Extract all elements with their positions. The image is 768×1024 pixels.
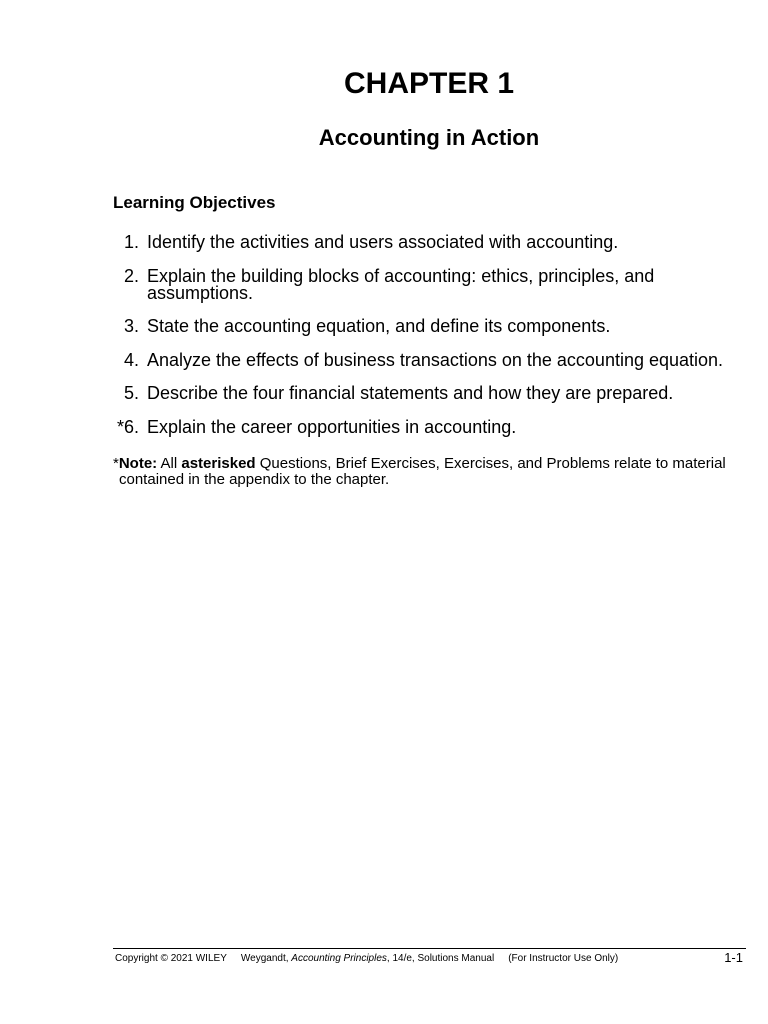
chapter-number: CHAPTER 1 bbox=[343, 67, 515, 100]
footer-edition: , 14/e, Solutions Manual bbox=[386, 953, 495, 964]
objective-number: 4. bbox=[123, 349, 139, 370]
page-number: 1-1 bbox=[724, 950, 743, 965]
learning-objectives-list bbox=[113, 234, 753, 452]
note-label: Note: bbox=[118, 455, 158, 472]
note-text-line2: contained in the appendix to the chapter. bbox=[119, 471, 390, 488]
objective-item bbox=[113, 318, 753, 335]
footer-divider bbox=[113, 948, 746, 949]
objective-number: *6. bbox=[116, 416, 139, 437]
appendix-note bbox=[113, 456, 744, 488]
note-asterisk: * bbox=[113, 455, 119, 472]
footer-copyright: Copyright © 2021 WILEY bbox=[115, 953, 227, 964]
objective-text: Explain the building blocks of accounting: ethics, principles, and assumptions. bbox=[147, 265, 655, 303]
footer-book-title: Accounting Principles bbox=[291, 953, 387, 964]
objective-text: State the accounting equation, and define its components. bbox=[147, 316, 611, 336]
footer-citation bbox=[115, 953, 618, 965]
objective-item bbox=[113, 416, 753, 437]
objective-text: Describe the four financial statements and how they are prepared. bbox=[147, 383, 674, 403]
note-all: All bbox=[160, 455, 178, 472]
objective-item bbox=[113, 349, 753, 370]
objective-text: Explain the career opportunities in accounting. bbox=[147, 416, 517, 437]
footer-author: Weygandt, bbox=[240, 953, 289, 964]
objective-number: 5. bbox=[123, 383, 139, 403]
objective-number: 3. bbox=[123, 316, 139, 336]
objective-number: 2. bbox=[123, 265, 139, 286]
objective-item bbox=[113, 234, 753, 251]
objective-text: Analyze the effects of business transactions on the accounting equation. bbox=[147, 349, 724, 370]
objective-number: 1. bbox=[123, 232, 139, 252]
objective-item bbox=[113, 265, 753, 303]
footer-usage: (For Instructor Use Only) bbox=[508, 953, 619, 964]
chapter-title: Accounting in Action bbox=[318, 125, 540, 150]
objective-text: Identify the activities and users associated with accounting. bbox=[147, 232, 619, 252]
objective-item bbox=[113, 385, 753, 402]
learning-objectives-heading: Learning Objectives bbox=[113, 193, 276, 212]
note-emphasis: asterisked bbox=[181, 455, 256, 472]
note-text-line1: Questions, Brief Exercises, Exercises, and Problems relate to material bbox=[259, 455, 726, 472]
